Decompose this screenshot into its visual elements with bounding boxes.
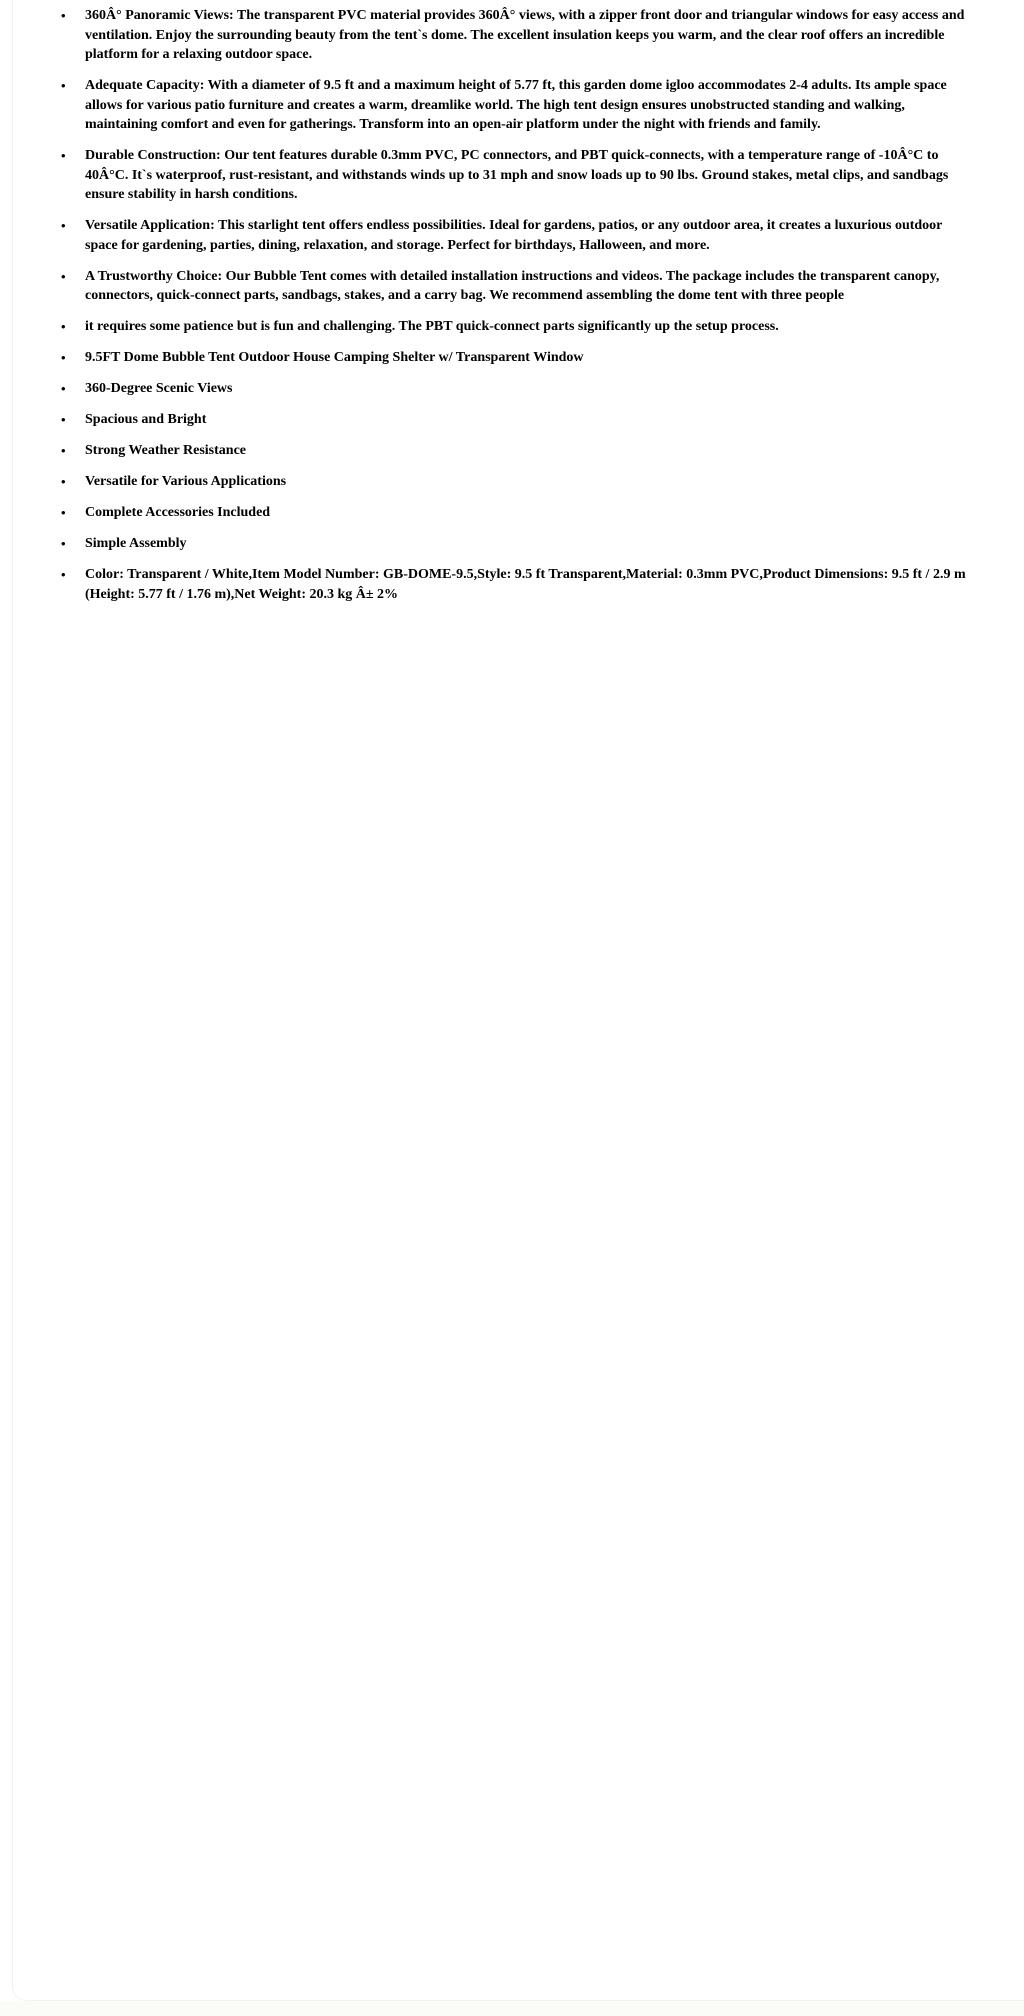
bullet-icon: • (61, 536, 66, 551)
bullet-icon: • (61, 505, 66, 520)
list-item (61, 534, 967, 554)
bullet-icon: • (61, 78, 66, 93)
bullet-icon: • (61, 474, 66, 489)
bullet-text: Simple Assembly (85, 536, 187, 551)
bullet-text: Spacious and Bright (85, 412, 207, 427)
list-item (61, 410, 967, 430)
bullet-text: it requires some patience but is fun and challenging. The PBT quick-connect parts significantly up the setup process. (85, 319, 779, 334)
list-item (61, 76, 967, 135)
bullet-text: 9.5FT Dome Bubble Tent Outdoor House Camping Shelter w/ Transparent Window (85, 350, 584, 365)
bullet-icon: • (61, 567, 66, 582)
bullet-text: Versatile Application: This starlight tent offers endless possibilities. Ideal for gardens, patios, or any outdoor area, it creates a luxurious outdoor space for gardening, parties, dining, relaxation, and storage. Perfect for birthdays, Halloween, and more. (85, 218, 943, 253)
bullet-icon: • (61, 443, 66, 458)
page-bottom-divider (0, 2001, 1024, 2016)
list-item (61, 317, 967, 337)
bullet-text: 360-Degree Scenic Views (85, 381, 233, 396)
list-item (61, 441, 967, 461)
bullet-text: Complete Accessories Included (85, 505, 271, 520)
bullet-icon: • (61, 268, 66, 284)
list-item (61, 216, 967, 255)
bullet-text: 360Â° Panoramic Views: The transparent PVC material provides 360Â° views, with a zipper front door and triangular windows for easy access and ventilation. Enjoy the surrounding beauty from the tent`s dome. The excellent insulation keeps you warm, and the clear roof offers an incredible platform for a relaxing outdoor space. (85, 8, 965, 62)
list-item (61, 472, 967, 492)
bullet-text: Durable Construction: Our tent features durable 0.3mm PVC, PC connectors, and PBT quick-connects, with a temperature range of -10Â°C to 40Â°C. It`s waterproof, rust-resistant, and withstands winds up to 31 mph and snow loads up to 90 lbs. Ground stakes, metal clips, and sandbags ensure stability in harsh conditions. (85, 148, 949, 202)
list-item (61, 6, 967, 65)
list-item (61, 379, 967, 399)
bullet-icon: • (61, 319, 66, 334)
bullet-text: Strong Weather Resistance (85, 443, 246, 458)
list-item (61, 503, 967, 523)
list-item (61, 348, 967, 368)
list-item (61, 565, 967, 604)
bullet-text: Adequate Capacity: With a diameter of 9.5 ft and a maximum height of 5.77 ft, this garden dome igloo accommodates 2-4 adults. Its ample space allows for various patio furniture and creates a warm, dreamlike world. The high tent design ensures unobstructed standing and walking, maintaining comfort and even for gatherings. Transform into an open-air platform under the night with friends and family. (85, 78, 947, 132)
bullet-icon: • (61, 8, 66, 23)
bullet-icon: • (61, 218, 66, 233)
bullet-text: A Trustworthy Choice: Our Bubble Tent comes with detailed installation instructions and videos. The package includes the transparent canopy, connectors, quick-connect parts, sandbags, stakes, and a carry bag. We recommend assembling the dome tent with three people (85, 268, 940, 303)
list-item (61, 146, 967, 205)
bullet-icon: • (61, 148, 66, 163)
product-feature-list (61, 6, 967, 616)
bullet-text: Versatile for Various Applications (85, 474, 287, 489)
bullet-icon: • (61, 412, 66, 427)
bullet-text: Color: Transparent / White,Item Model Number: GB-DOME-9.5,Style: 9.5 ft Transparent,Material: 0.3mm PVC,Product Dimensions: 9.5 ft / 2.9 m (Height: 5.77 ft / 1.76 m),Net Weight: 20.3 kg Â± 2% (85, 567, 966, 602)
bullet-icon: • (61, 381, 66, 396)
list-item (61, 267, 967, 306)
bullet-icon: • (61, 350, 66, 365)
